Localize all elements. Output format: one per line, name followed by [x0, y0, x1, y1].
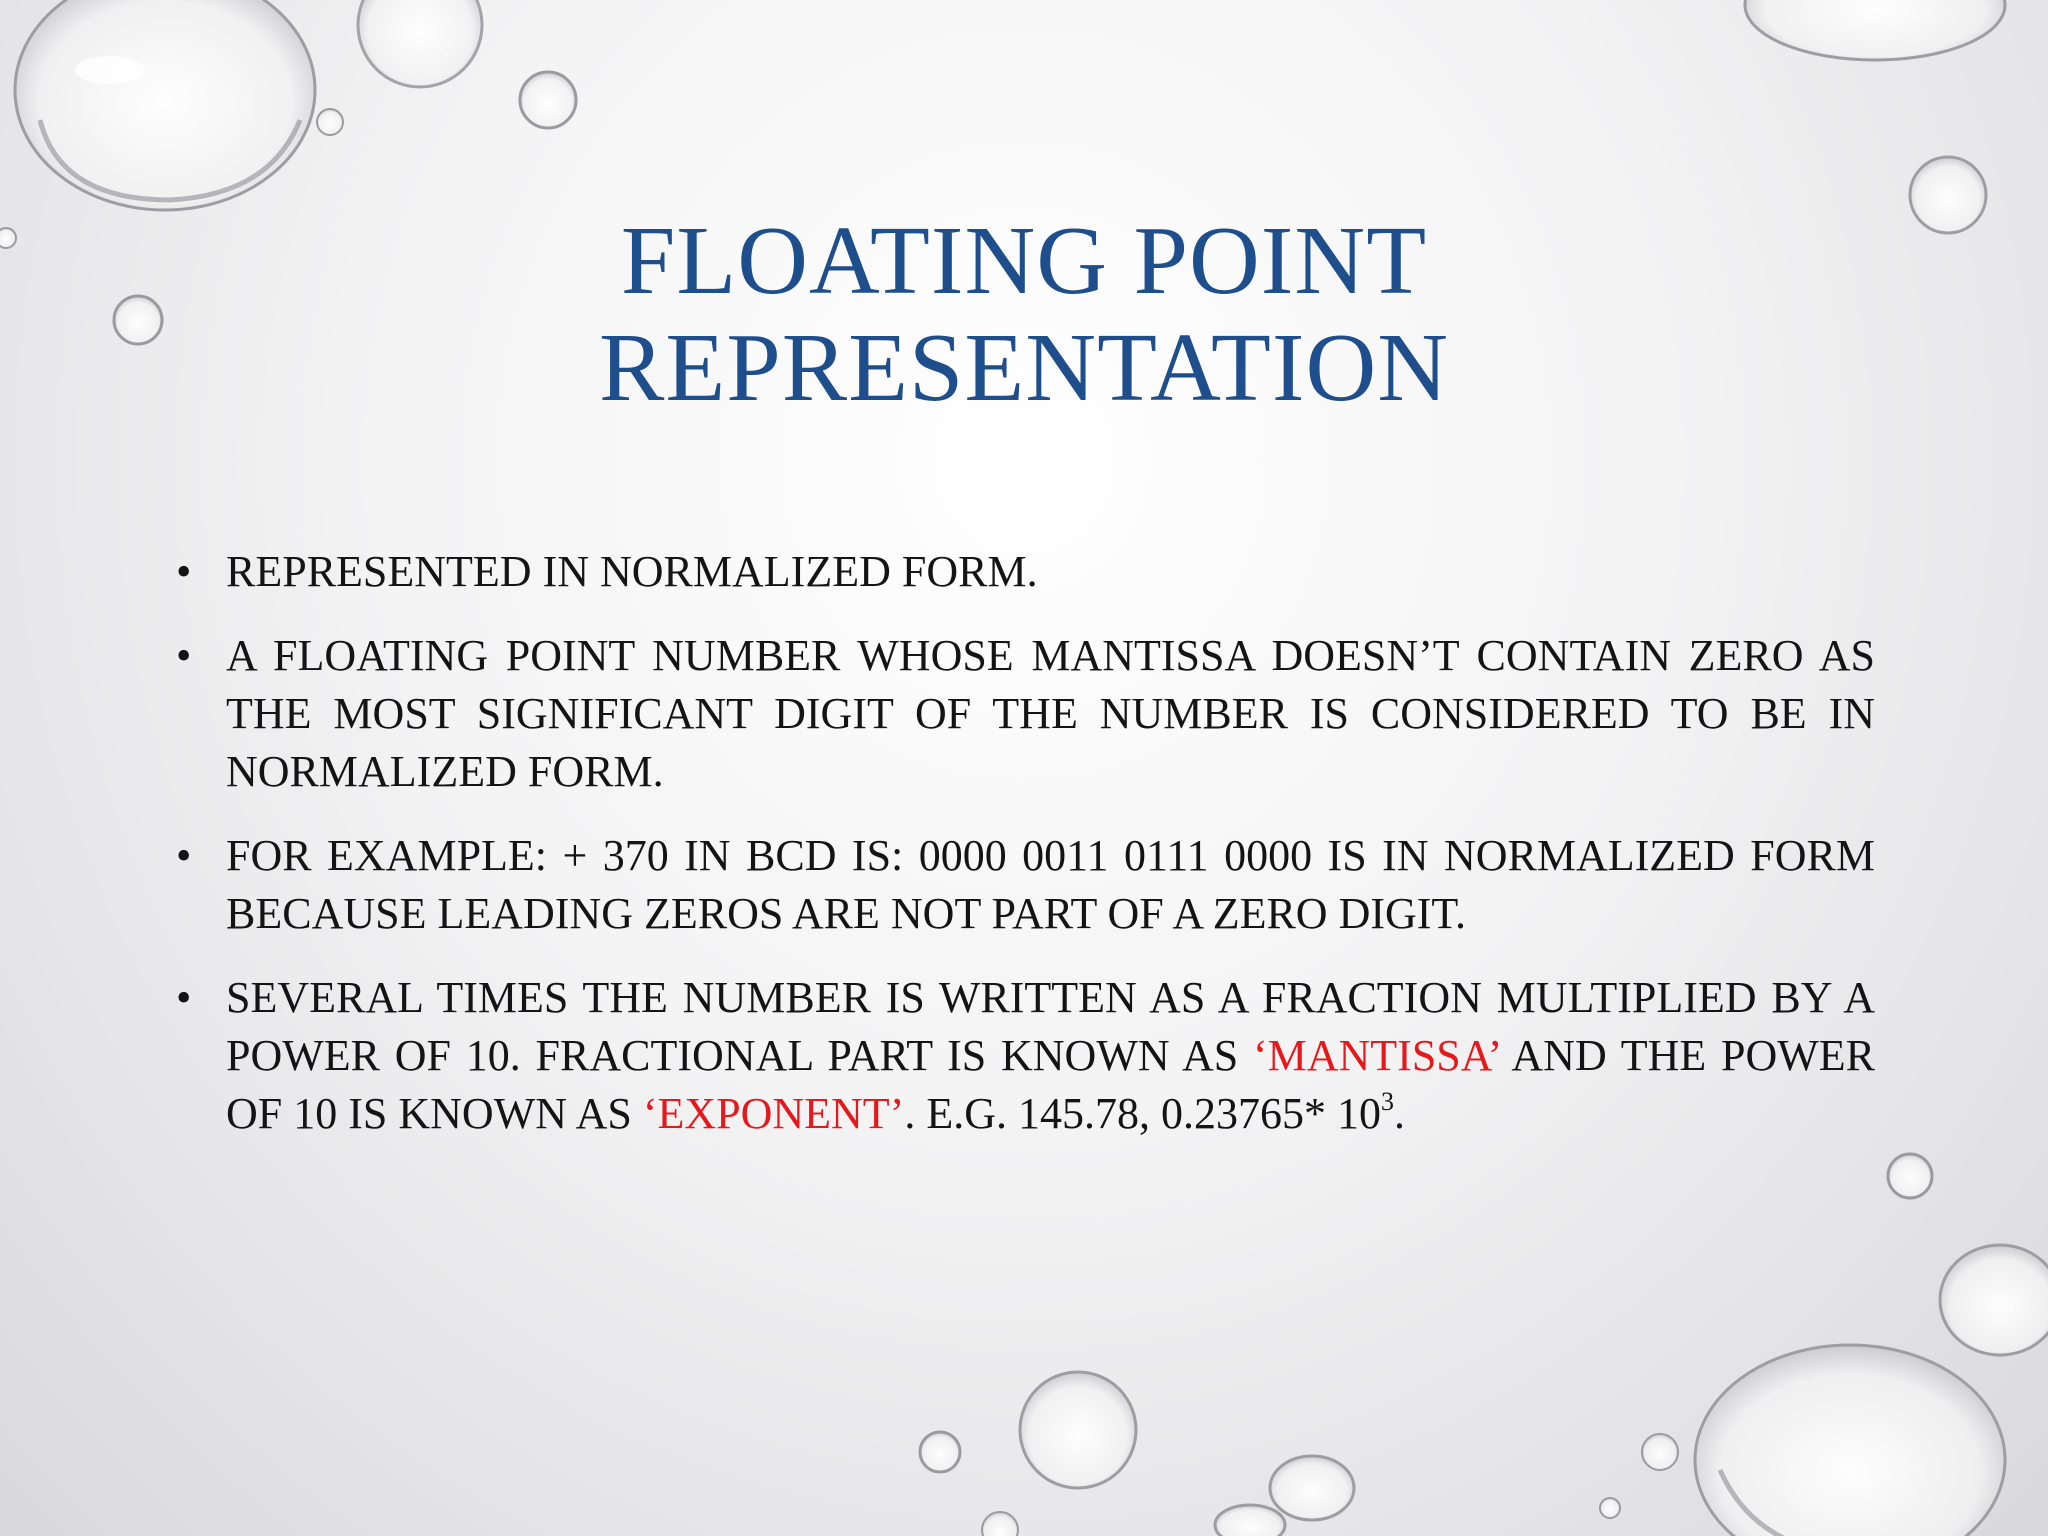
bullet-dot: • — [176, 973, 192, 1022]
drop-small-3 — [114, 296, 162, 344]
drop-top-mid — [358, 0, 482, 87]
bullet-item-1 — [170, 543, 1875, 601]
drop-right-small — [1888, 1154, 1932, 1198]
drop-bottom-right-tiny — [1600, 1498, 1620, 1518]
drop-top-right-large — [1745, 0, 2005, 60]
drop-small-4 — [0, 228, 16, 248]
bullet-item-3 — [170, 827, 1875, 943]
title-line-2: REPRESENTATION — [598, 314, 1450, 422]
bullet-item-2 — [170, 627, 1875, 801]
drop-bottom-right-mid — [1940, 1245, 2048, 1355]
bullet-dot: • — [176, 547, 192, 596]
bullet-text-part-4: . — [1394, 1089, 1405, 1138]
drop-bottom-center-small — [920, 1432, 1018, 1536]
bullet-item-4 — [170, 969, 1875, 1143]
bullet-text: REPRESENTED IN NORMALIZED FORM. — [226, 547, 1038, 596]
exponent-highlight: ‘EXPONENT’ — [642, 1089, 905, 1138]
drop-bottom-right-small — [1642, 1434, 1678, 1470]
bullet-list — [170, 543, 1875, 1169]
drop-top-right-small — [1910, 157, 1986, 233]
drop-small-2 — [317, 109, 343, 135]
slide-title — [324, 208, 1724, 422]
bullet-dot: • — [176, 631, 192, 680]
bullet-text: FOR EXAMPLE: + 370 IN BCD IS: 0000 0011 0111 0000 IS IN NORMALIZED FORM BECAUSE LEADING ZEROS ARE NOT PART OF A ZERO DIGIT. — [226, 831, 1875, 938]
bullet-text: A FLOATING POINT NUMBER WHOSE MANTISSA DOESN’T CONTAIN ZERO AS THE MOST SIGNIFICANT DIGIT OF THE NUMBER IS CONSIDERED TO BE IN NORMALIZED FORM. — [226, 631, 1875, 796]
title-line-1: FLOATING POINT — [620, 207, 1428, 315]
drop-top-left-large — [15, 0, 315, 210]
bullet-dot: • — [176, 831, 192, 880]
bullet-text-part-2: AND THE POWER OF 10 IS KNOWN AS — [226, 1031, 1875, 1138]
drop-bottom-right-large — [1695, 1345, 2005, 1536]
bullet-text-part-3: . E.G. 145.78, 0.23765* 10 — [904, 1089, 1381, 1138]
exponent-superscript: 3 — [1381, 1087, 1394, 1116]
bullet-text-part-1: SEVERAL TIMES THE NUMBER IS WRITTEN AS A FRACTION MULTIPLIED BY A POWER OF 10. FRACTIONAL PART IS KNOWN AS — [226, 973, 1875, 1080]
mantissa-highlight: ‘MANTISSA’ — [1252, 1031, 1500, 1080]
drop-bottom-center-large — [1020, 1372, 1354, 1536]
drop-small-1 — [520, 72, 576, 128]
